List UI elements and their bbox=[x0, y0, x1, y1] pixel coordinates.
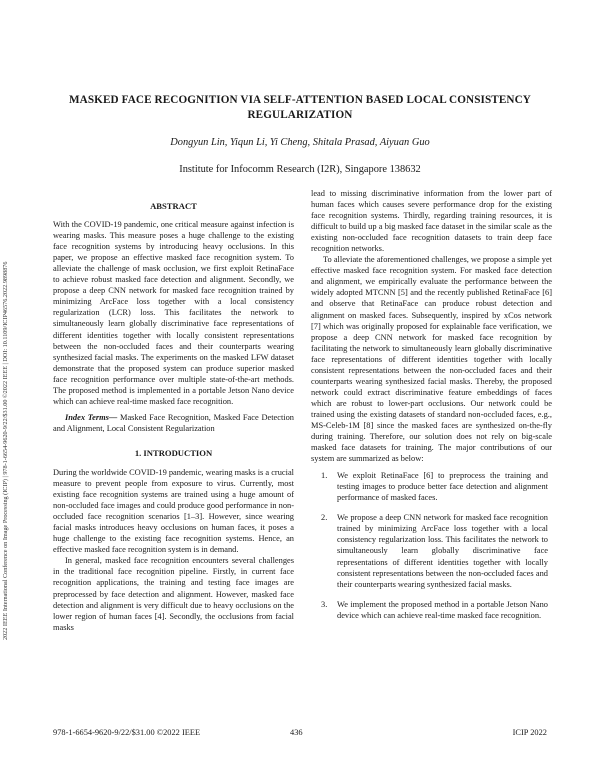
list-item bbox=[311, 599, 552, 621]
list-item bbox=[311, 470, 552, 503]
footer-page-number: 436 bbox=[290, 728, 303, 737]
affiliation: Institute for Infocomm Research (I2R), Singapore 138632 bbox=[179, 164, 421, 175]
list-item-text: We exploit RetinaFace [6] to preprocess the training and testing images to produce better face detection and alignment performance of masked faces. bbox=[337, 471, 548, 503]
doi-sidebar bbox=[2, 140, 16, 640]
list-item-text: We implement the proposed method in a portable Jetson Nano device which can achieve real-time masked face recognition. bbox=[337, 599, 548, 620]
authors: Dongyun Lin, Yiqun Li, Yi Cheng, Shitala Prasad, Aiyuan Guo bbox=[170, 137, 430, 148]
abstract-heading: ABSTRACT bbox=[150, 201, 197, 211]
introduction-heading: 1. INTRODUCTION bbox=[134, 447, 213, 458]
intro-paragraph-1: During the worldwide COVID-19 pandemic, wearing masks is a crucial measure to prevent people from exposure to virus. Currently, most existing face recognition systems are trained using a huge amount of non-occluded face images and could produce good performance in non-occluded face recognition scenarios [1–3]. However, since wearing facial masks introduces heavy occlusions on human faces, it poses a huge challenge to the existing face recognition systems. Hence, an effective masked face recognition system is in demand. bbox=[53, 467, 294, 555]
contributions-list bbox=[311, 470, 552, 621]
index-terms-label: Index Terms— bbox=[65, 412, 118, 422]
sidebar-text: 2022 IEEE International Conference on Image Processing (ICIP) | 978-1-6654-9620-9/22/$31.00 ©2022 IEEE | DOI: 10.1109/ICIP46576.2022.9898876 bbox=[2, 261, 9, 640]
right-column bbox=[311, 188, 552, 630]
index-terms-text: Masked Face Recognition, Masked Face Detection and Alignment, Local Consistent Regularization bbox=[53, 412, 294, 433]
list-item-number: 3. bbox=[321, 599, 328, 609]
footer-copyright: 978-1-6654-9620-9/22/$31.00 ©2022 IEEE bbox=[53, 728, 201, 737]
list-item-number: 1. bbox=[321, 471, 328, 481]
footer-conference: ICIP 2022 bbox=[512, 728, 547, 737]
right-paragraph-2: To alleviate the aforementioned challenges, we propose a simple yet effective masked face recognition system. For masked face detection and alignment, we empirically evaluate the performance between the widely adopted MTCNN [5] and the recently published RetinaFace [6] and observe that RetinaFace can produce robust detection and alignment on masked faces. Subsequently, inspired by xCos network [7] which was originally proposed for explainable face verification, we propose a deep CNN network for masked face recognition by facilitating the network to simultaneously learn globally discriminative face representations of different identities together with locally consistent representations between the non-occluded faces and their counterparts wearing synthesized facial masks. Thereby, the proposed network could extract discriminative feature embeddings of faces which are robust to lower-part occlusions. Our network could be trained using the existing datasets of standard non-occluded faces, e.g., MS-Celeb-1M [8] since the masked faces are synthesized on-the-fly during training. Therefore, our solution does not rely on big-scale masked face datasets for training. The major contributions of our system are summarized as below: bbox=[311, 255, 552, 464]
paper-title bbox=[50, 93, 550, 122]
right-paragraph-1: lead to missing discriminative information from the lower part of human faces which causes severe performance drop for the existing face recognition systems. Thirdly, regarding training resources, it is difficult to build up a big masked face dataset in the similar scale as the existing non-occluded face recognition datasets to train deep face recognition networks. bbox=[311, 189, 552, 254]
intro-paragraph-2: In general, masked face recognition encounters several challenges in the traditional face recognition pipeline. Firstly, in current face recognition applications, the training and testing face images are preprocessed by face detection and alignment. However, masked face detection and alignment is very difficult due to heavy occlusions on the lower region of human faces [4]. Secondly, the occlusions from facial masks bbox=[53, 556, 294, 632]
title-line-2: REGULARIZATION bbox=[247, 108, 353, 121]
list-item-number: 2. bbox=[321, 513, 328, 523]
abstract-text: With the COVID-19 pandemic, one critical measure against infection is wearing masks. This measure poses a huge challenge to the existing face recognition systems by introducing heavy occlusions. In this paper, we propose an effective masked face recognition system. To alleviate the challenge of mask occlusion, we first exploit RetinaFace to achieve robust masked face detection and alignment. Secondly, we propose a deep CNN network for masked face recognition trained by minimizing ArcFace loss together with a local consistency regularization (LCR) loss. This facilitates the network to simultaneously learn globally discriminative face representations of different identities together with locally consistent representations between the non-occluded faces and their counterparts wearing synthesized facial masks. The experiments on the masked LFW dataset demonstrate that the proposed system can produce superior masked face recognition performance over multiple state-of-the-art methods. The proposed method is implemented in a portable Jetson Nano device which can achieve real-time masked face recognition. bbox=[53, 220, 294, 406]
title-line-1: MASKED FACE RECOGNITION VIA SELF-ATTENTION BASED LOCAL CONSISTENCY bbox=[69, 94, 531, 106]
index-terms bbox=[53, 412, 294, 434]
list-item bbox=[311, 512, 552, 589]
list-item-text: We propose a deep CNN network for masked face recognition trained by minimizing ArcFace loss together with a local consistency regularization loss. This facilitates the network to simultaneously learn globally discriminative face representations of different identities together with locally consistent representations between the non-occluded faces and their counterparts wearing synthesized facial masks. bbox=[337, 513, 548, 589]
left-column bbox=[53, 201, 294, 633]
